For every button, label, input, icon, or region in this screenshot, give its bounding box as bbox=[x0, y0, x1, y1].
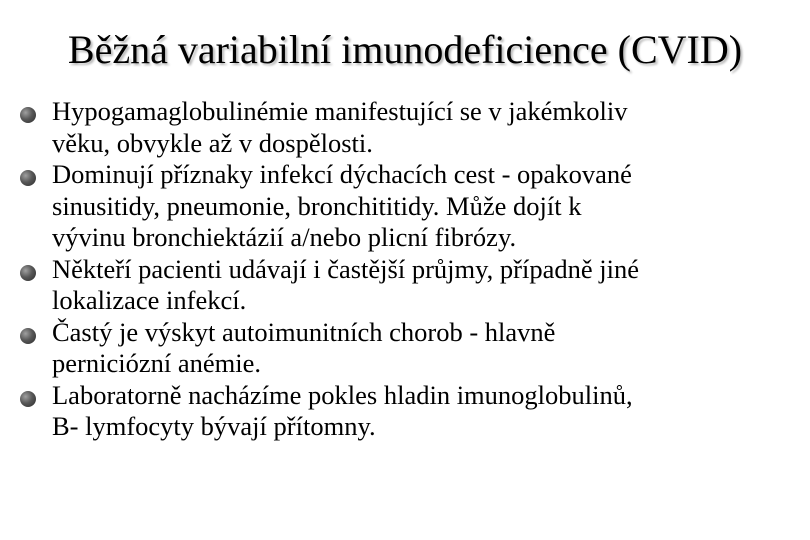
slide-title: Běžná variabilní imunodeficience (CVID) bbox=[67, 27, 743, 72]
bullet-dot-icon bbox=[20, 328, 36, 344]
bullet-line: Laboratorně nacházíme pokles hladin imunoglobulinů, bbox=[52, 379, 633, 410]
bullet-item bbox=[20, 159, 800, 254]
bullet-dot-icon bbox=[20, 265, 36, 281]
bullet-line: vývinu bronchiektázií a/nebo plicní fibrózy. bbox=[52, 222, 517, 252]
bullet-line: perniciózní anémie. bbox=[52, 348, 261, 378]
bullet-item bbox=[20, 254, 800, 317]
bullet-line: Někteří pacienti udávají i častější průjmy, případně jiné bbox=[52, 253, 639, 284]
bullet-line: B- lymfocyty bývají přítomny. bbox=[52, 411, 376, 441]
bullet-dot-icon bbox=[20, 170, 36, 186]
bullet-dot-icon bbox=[20, 107, 36, 123]
bullet-line: sinusitidy, pneumonie, bronchititidy. Může dojít k bbox=[52, 190, 582, 221]
bullet-line: Hypogamaglobulinémie manifestující se v jakémkoliv bbox=[52, 96, 628, 126]
bullet-line: Dominují příznaky infekcí dýchacích cest - opakované bbox=[52, 159, 632, 189]
bullet-line: Častý je výskyt autoimunitních chorob - hlavně bbox=[52, 316, 556, 347]
bullet-line: věku, obvykle až v dospělosti. bbox=[52, 127, 373, 158]
bullet-item bbox=[20, 96, 800, 159]
bullet-item bbox=[20, 380, 800, 443]
bullet-list bbox=[20, 96, 800, 443]
bullet-line: lokalizace infekcí. bbox=[52, 285, 247, 315]
bullet-dot-icon bbox=[20, 391, 36, 407]
bullet-item bbox=[20, 317, 800, 380]
